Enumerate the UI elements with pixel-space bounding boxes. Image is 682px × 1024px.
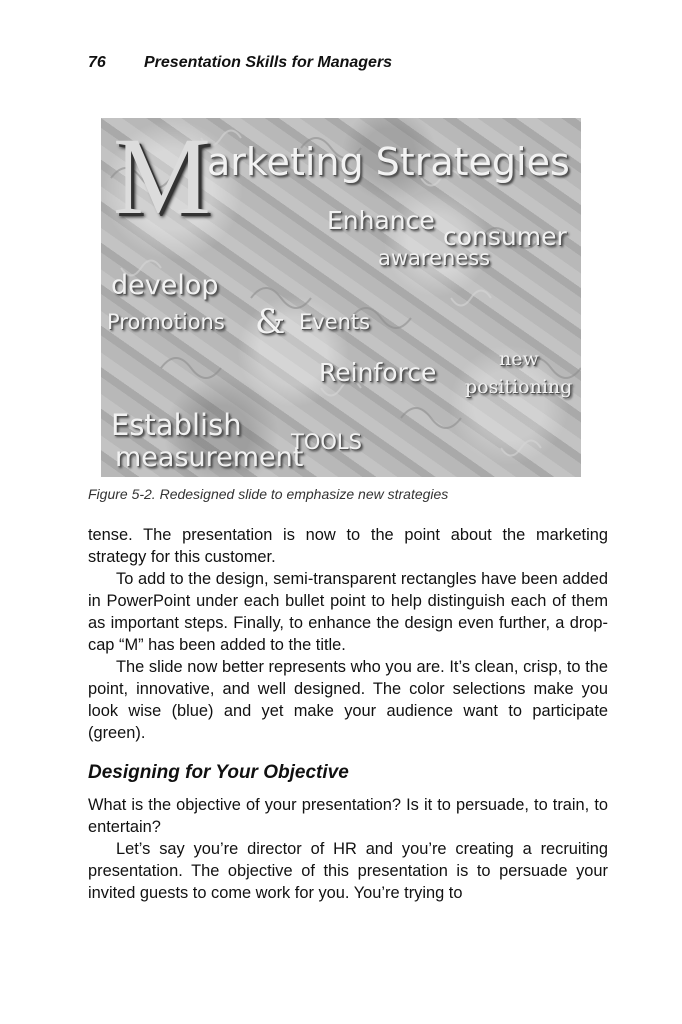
slide-word-reinforce: Reinforce (319, 358, 437, 387)
slide-word-tools: TOOLS (291, 430, 362, 454)
slide-word-consumer: consumer (443, 222, 567, 251)
slide-word-measurement: measurement (115, 442, 304, 473)
running-header (88, 54, 392, 72)
section-heading: Designing for Your Objective (88, 762, 349, 783)
paragraph-2: To add to the design, semi-transparent rectangles have been added in PowerPoint under each bullet point to help distinguish each of them as important steps. Finally, to enhance the design even further, a drop-cap “M” has been added to the title. (88, 570, 608, 654)
slide-word-awareness: awareness (378, 246, 491, 270)
body-text (88, 524, 608, 904)
slide-figure (101, 118, 581, 477)
paragraph-3: The slide now better represents who you are. It’s clean, crisp, to the point, innovative, and well designed. The color selections make you look wise (blue) and yet make your audience want to participate (green). (88, 658, 608, 742)
slide-title: arketing Strategies (207, 140, 570, 184)
page-number: 76 (88, 54, 106, 71)
slide-word-develop: develop (111, 270, 219, 301)
figure-caption: Figure 5-2. Redesigned slide to emphasize new strategies (88, 486, 449, 502)
slide-word-promotions: Promotions (107, 310, 225, 334)
paragraph-5: Let’s say you’re director of HR and you’re creating a recruiting presentation. The objective of this presentation is to persuade your invited guests to come work for you. You’re trying to (88, 840, 608, 902)
book-title: Presentation Skills for Managers (144, 54, 393, 71)
slide-word-ampersand: & (255, 302, 286, 342)
slide-word-positioning: positioning (465, 376, 573, 398)
slide-dropcap: M (113, 118, 211, 237)
paragraph-1: tense. The presentation is now to the point about the marketing strategy for this customer. (88, 526, 608, 566)
slide-word-new: new (499, 348, 539, 370)
slide-word-establish: Establish (111, 408, 242, 442)
slide-word-enhance: Enhance (327, 206, 435, 235)
paragraph-4: What is the objective of your presentation? Is it to persuade, to train, to entertain? (88, 796, 608, 836)
slide-word-events: Events (299, 310, 371, 334)
